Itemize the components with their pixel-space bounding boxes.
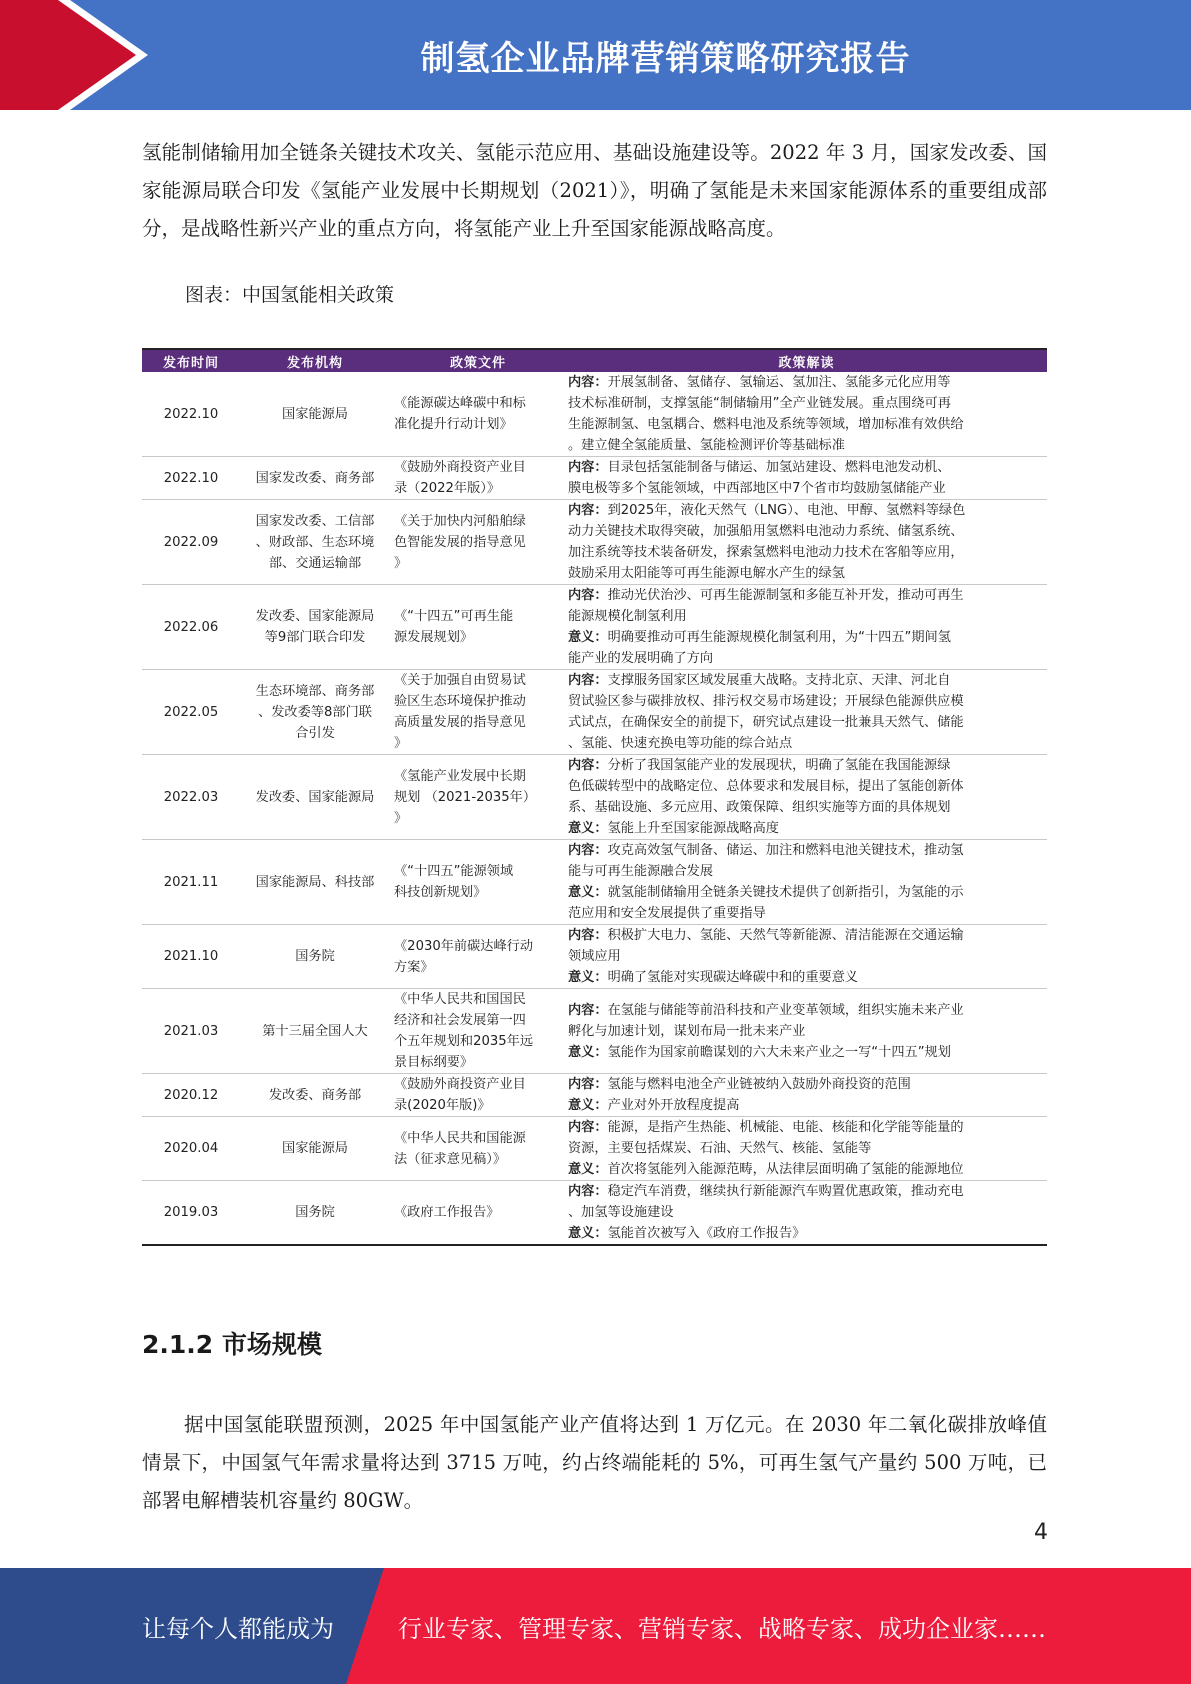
document-line: 个五年规划和2035年远 <box>394 1034 534 1049</box>
interpretation-text: 氢能首次被写入《政府工作报告》 <box>607 1226 806 1241</box>
interpretation-line <box>568 500 1045 521</box>
policy-table-body <box>142 372 1047 1245</box>
interpretation-text: 稳定汽车消费，继续执行新能源汽车购置优惠政策，推动充电 <box>607 1184 964 1199</box>
interpretation-text: 开展氢制备、氢储存、氢输运、氢加注、氢能多元化应用等 <box>607 375 951 390</box>
interpretation-text: 技术标准研制，支撑氢能“制储输用”全产业链发展。重点围绕可再 <box>568 396 951 411</box>
table-row <box>142 1074 1047 1117</box>
interpretation-label: 意义： <box>568 1098 608 1113</box>
interpretation-label: 内容： <box>568 673 608 688</box>
cell-interpretation <box>566 457 1047 500</box>
table-row <box>142 500 1047 585</box>
interpretation-line <box>568 1181 1045 1202</box>
interpretation-text: 贸试验区参与碳排放权、排污权交易市场建设；开展绿色能源供应模 <box>568 694 964 709</box>
interpretation-text: 能源，是指产生热能、机械能、电能、核能和化学能等能量的 <box>607 1120 964 1135</box>
org-line: 国务院 <box>295 949 335 964</box>
interpretation-text: 膜电极等多个氢能领域，中西部地区中7个省市均鼓励氢储能产业 <box>568 481 946 496</box>
interpretation-text: 范应用和安全发展提供了重要指导 <box>568 906 766 921</box>
section-heading: 2.1.2 市场规模 <box>142 1330 322 1359</box>
interpretation-text: 到2025年，液化天然气（LNG）、电池、甲醇、氢燃料等绿色 <box>607 503 966 518</box>
interpretation-label: 内容： <box>568 460 608 475</box>
document-line: 景目标纲要》 <box>394 1055 474 1070</box>
interpretation-line <box>568 1021 1045 1042</box>
interpretation-label: 意义： <box>568 1162 608 1177</box>
footer-slogan-right: 行业专家、管理专家、营销专家、战略专家、成功企业家…… <box>398 1614 1046 1643</box>
table-row <box>142 585 1047 670</box>
document-line: 《鼓励外商投资产业目 <box>394 460 526 475</box>
table-row <box>142 372 1047 457</box>
table-row <box>142 1117 1047 1181</box>
interpretation-line <box>568 670 1045 691</box>
org-line: 部、交通运输部 <box>268 555 362 571</box>
interpretation-label: 内容： <box>568 1184 608 1199</box>
interpretation-text: 能源规模化制氢利用 <box>568 609 687 624</box>
cell-organization <box>240 755 390 840</box>
interpretation-label: 内容： <box>568 758 608 773</box>
document-line: 《“十四五”能源领域 <box>394 864 514 879</box>
cell-policy-document <box>390 670 566 755</box>
interpretation-line <box>568 1000 1045 1021</box>
document-line: 《2030年前碳达峰行动 <box>394 938 534 954</box>
interpretation-line <box>568 797 1045 818</box>
interpretation-label: 意义： <box>568 1226 608 1241</box>
interpretation-line <box>568 776 1045 797</box>
interpretation-line <box>568 967 1045 988</box>
document-line: 《“十四五”可再生能 <box>394 609 514 624</box>
org-line: 国家发改委、工信部 <box>255 513 375 529</box>
market-size-paragraph: 据中国氢能联盟预测，2025 年中国氢能产业产值将达到 1 万亿元。在 2030 年二氧化碳排放峰值情景下，中国氢气年需求量将达到 3715 万吨，约占终端能耗的 5%，可再生氢气产量约 500 万吨，已部署电解槽装机容量约 80GW。 <box>142 1413 1047 1512</box>
interpretation-text: 在氢能与储能等前沿科技和产业变革领域，组织实施未来产业 <box>607 1002 964 1018</box>
table-row <box>142 457 1047 500</box>
document-line: 色智能发展的指导意见 <box>394 534 526 550</box>
interpretation-line <box>568 542 1045 563</box>
page-footer <box>0 1568 1191 1684</box>
interpretation-text: 就氢能制储输用全链条关键技术提供了创新指引，为氢能的示 <box>607 885 964 900</box>
interpretation-label: 内容： <box>568 928 608 943</box>
interpretation-line <box>568 882 1045 903</box>
interpretation-label: 内容： <box>568 588 608 603</box>
cell-date: 2022.06 <box>142 585 240 670</box>
cell-policy-document <box>390 1074 566 1117</box>
column-header-interpretation: 政策解读 <box>566 349 1047 372</box>
document-line: 源发展规划》 <box>394 630 474 645</box>
interpretation-text: 产业对外开放程度提高 <box>607 1098 740 1113</box>
document-line: 方案》 <box>394 959 434 975</box>
cell-interpretation <box>566 755 1047 840</box>
header-chevron-decoration <box>0 0 160 110</box>
footer-slogan-left: 让每个人都能成为 <box>142 1614 334 1643</box>
interpretation-label: 内容： <box>568 843 608 858</box>
table-row <box>142 670 1047 755</box>
interpretation-text: 。建立健全氢能质量、氢能检测评价等基础标准 <box>568 438 845 453</box>
interpretation-line <box>568 840 1045 861</box>
cell-interpretation <box>566 500 1047 585</box>
interpretation-line <box>568 1095 1045 1116</box>
cell-interpretation <box>566 1181 1047 1246</box>
interpretation-line <box>568 1074 1045 1095</box>
document-line: 法（征求意见稿）》 <box>394 1151 507 1167</box>
cell-policy-document <box>390 1117 566 1181</box>
interpretation-text: 鼓励采用太阳能等可再生能源电解水产生的绿氢 <box>568 566 845 581</box>
interpretation-label: 意义： <box>568 821 608 836</box>
interpretation-text: 、氢能、快速充换电等功能的综合站点 <box>568 736 793 751</box>
table-row <box>142 1181 1047 1246</box>
cell-policy-document <box>390 457 566 500</box>
interpretation-line <box>568 1138 1045 1159</box>
policy-table <box>142 348 1047 1246</box>
org-line: 国家能源局、科技部 <box>255 874 375 890</box>
interpretation-text: 分析了我国氢能产业的发展现状，明确了氢能在我国能源绿 <box>607 758 951 773</box>
document-line: 《关于加强自由贸易试 <box>394 673 526 688</box>
document-line: 录（2022年版）》 <box>394 481 501 496</box>
cell-organization <box>240 1074 390 1117</box>
interpretation-text: 色低碳转型中的战略定位、总体要求和发展目标，提出了氢能创新体 <box>568 779 964 794</box>
cell-date: 2022.10 <box>142 372 240 457</box>
cell-interpretation <box>566 372 1047 457</box>
document-line: 《关于加快内河船舶绿 <box>394 513 526 529</box>
interpretation-text: 推动光伏治沙、可再生能源制氢和多能互补开发，推动可再生 <box>607 588 964 603</box>
interpretation-text: 系、基础设施、多元应用、政策保障、组织实施等方面的具体规划 <box>568 800 951 815</box>
interpretation-text: 能产业的发展明确了方向 <box>568 651 714 666</box>
cell-organization <box>240 585 390 670</box>
cell-date: 2019.03 <box>142 1181 240 1246</box>
document-line: 》 <box>394 810 408 826</box>
cell-date: 2021.10 <box>142 925 240 989</box>
cell-interpretation <box>566 1117 1047 1181</box>
interpretation-text: 式试点，在确保安全的前提下，研究试点建设一批兼具天然气、储能 <box>568 715 964 730</box>
cell-policy-document <box>390 989 566 1074</box>
interpretation-line <box>568 372 1045 393</box>
cell-policy-document <box>390 585 566 670</box>
org-line: 国家能源局 <box>282 406 348 422</box>
interpretation-line <box>568 903 1045 924</box>
interpretation-line <box>568 818 1045 839</box>
cell-organization <box>240 1181 390 1246</box>
interpretation-text: 、加氢等设施建设 <box>568 1205 674 1220</box>
interpretation-line <box>568 755 1045 776</box>
interpretation-text: 支撑服务国家区域发展重大战略。支持北京、天津、河北自 <box>607 673 951 688</box>
cell-date: 2022.05 <box>142 670 240 755</box>
interpretation-label: 意义： <box>568 885 608 900</box>
interpretation-text: 生能源制氢、电氢耦合、燃料电池及系统等领域，增加标准有效供给 <box>568 417 964 432</box>
intro-paragraph: 氢能制储输用加全链条关键技术攻关、氢能示范应用、基础设施建设等。2022 年 3 月，国家发改委、国家能源局联合印发《氢能产业发展中长期规划（2021）》，明确了氢能是未来国家能源体系的重要组成部分，是战略性新兴产业的重点方向，将氢能产业上升至国家能源战略高度。 <box>142 141 1047 240</box>
interpretation-line <box>568 1223 1045 1244</box>
interpretation-label: 内容： <box>568 375 608 390</box>
cell-organization <box>240 500 390 585</box>
org-line: 等9部门联合印发 <box>264 630 366 645</box>
document-line: 科技创新规划》 <box>394 885 487 900</box>
cell-interpretation <box>566 670 1047 755</box>
interpretation-text: 攻克高效氢气制备、储运、加注和燃料电池关键技术，推动氢 <box>607 843 964 858</box>
table-header-row <box>142 349 1047 372</box>
cell-interpretation <box>566 925 1047 989</box>
interpretation-text: 领域应用 <box>568 949 621 964</box>
cell-policy-document <box>390 372 566 457</box>
interpretation-text: 目录包括氢能制备与储运、加氢站建设、燃料电池发动机、 <box>607 460 951 475</box>
interpretation-text: 氢能与燃料电池全产业链被纳入鼓励外商投资的范围 <box>607 1077 911 1092</box>
cell-interpretation <box>566 585 1047 670</box>
org-line: 发改委、商务部 <box>268 1087 362 1103</box>
interpretation-label: 意义： <box>568 970 608 985</box>
interpretation-line <box>568 393 1045 414</box>
org-line: 第十三届全国人大 <box>262 1023 368 1039</box>
document-line: 规划 （2021-2035年） <box>394 789 537 805</box>
report-title: 制氢企业品牌营销策略研究报告 <box>420 38 911 79</box>
interpretation-label: 意义： <box>568 1044 608 1060</box>
interpretation-line <box>568 414 1045 435</box>
document-line: 》 <box>394 555 408 571</box>
cell-date: 2020.12 <box>142 1074 240 1117</box>
interpretation-line <box>568 733 1045 754</box>
document-line: 经济和社会发展第一四 <box>394 1013 526 1028</box>
cell-organization <box>240 372 390 457</box>
org-line: 生态环境部、商务部 <box>255 683 375 699</box>
cell-date: 2022.10 <box>142 457 240 500</box>
interpretation-text: 积极扩大电力、氢能、天然气等新能源、清洁能源在交通运输 <box>607 928 964 943</box>
interpretation-line <box>568 861 1045 882</box>
page-header <box>0 0 1191 110</box>
interpretation-line <box>568 691 1045 712</box>
interpretation-line <box>568 585 1045 606</box>
table-row <box>142 925 1047 989</box>
org-line: 发改委、国家能源局 <box>255 789 375 805</box>
org-line: 、财政部、生态环境 <box>255 534 375 550</box>
interpretation-label: 内容： <box>568 1120 608 1135</box>
interpretation-line <box>568 946 1045 967</box>
cell-policy-document <box>390 925 566 989</box>
document-line: 《政府工作报告》 <box>394 1205 500 1220</box>
page-number: 4 <box>1034 1520 1048 1545</box>
document-line: 高质量发展的指导意见 <box>394 715 526 730</box>
figure-caption: 图表：中国氢能相关政策 <box>185 284 395 306</box>
interpretation-text: 氢能上升至国家能源战略高度 <box>607 821 779 836</box>
document-line: 》 <box>394 736 408 751</box>
org-line: 发改委、国家能源局 <box>255 609 375 624</box>
document-line: 《中华人民共和国能源 <box>394 1130 526 1146</box>
interpretation-line <box>568 521 1045 542</box>
org-line: 国家发改委、商务部 <box>255 470 375 486</box>
interpretation-line <box>568 1042 1045 1063</box>
table-row <box>142 840 1047 925</box>
cell-policy-document <box>390 500 566 585</box>
interpretation-label: 内容： <box>568 1077 608 1092</box>
cell-date: 2021.03 <box>142 989 240 1074</box>
cell-date: 2021.11 <box>142 840 240 925</box>
document-line: 《能源碳达峰碳中和标 <box>394 396 526 411</box>
cell-policy-document <box>390 755 566 840</box>
document-line: 验区生态环境保护推动 <box>394 694 526 709</box>
table-row <box>142 989 1047 1074</box>
document-line: 《中华人民共和国国民 <box>394 992 526 1007</box>
interpretation-text: 首次将氢能列入能源范畴，从法律层面明确了氢能的能源地位 <box>607 1162 964 1177</box>
interpretation-text: 动力关键技术取得突破，加强船用氢燃料电池动力系统、储氢系统、 <box>568 524 964 539</box>
org-line: 、发改委等8部门联 <box>258 704 372 720</box>
interpretation-line <box>568 1159 1045 1180</box>
interpretation-text: 氢能作为国家前瞻谋划的六大未来产业之一写“十四五”规划 <box>607 1044 951 1060</box>
cell-policy-document <box>390 840 566 925</box>
interpretation-line <box>568 627 1045 648</box>
interpretation-label: 意义： <box>568 630 608 645</box>
cell-organization <box>240 925 390 989</box>
cell-date: 2022.09 <box>142 500 240 585</box>
org-line: 国家能源局 <box>282 1141 348 1156</box>
interpretation-line <box>568 478 1045 499</box>
cell-date: 2022.03 <box>142 755 240 840</box>
cell-organization <box>240 457 390 500</box>
interpretation-text: 资源，主要包括煤炭、石油、天然气、核能、氢能等 <box>568 1141 872 1156</box>
cell-interpretation <box>566 989 1047 1074</box>
cell-interpretation <box>566 840 1047 925</box>
interpretation-line <box>568 925 1045 946</box>
interpretation-line <box>568 606 1045 627</box>
document-line: 准化提升行动计划》 <box>394 417 513 432</box>
interpretation-text: 能与可再生能源融合发展 <box>568 864 714 879</box>
interpretation-line <box>568 1117 1045 1138</box>
document-line: 《氢能产业发展中长期 <box>394 768 526 784</box>
document-line: 《鼓励外商投资产业目 <box>394 1077 526 1092</box>
interpretation-line <box>568 435 1045 456</box>
table-row <box>142 755 1047 840</box>
interpretation-text: 明确了氢能对实现碳达峰碳中和的重要意义 <box>607 970 859 985</box>
interpretation-line <box>568 1202 1045 1223</box>
cell-organization <box>240 670 390 755</box>
interpretation-text: 明确要推动可再生能源规模化制氢利用，为“十四五”期间氢 <box>607 630 951 645</box>
column-header-org: 发布机构 <box>240 349 390 372</box>
interpretation-line <box>568 457 1045 478</box>
cell-policy-document <box>390 1181 566 1246</box>
cell-organization <box>240 1117 390 1181</box>
interpretation-text: 孵化与加速计划，谋划布局一批未来产业 <box>568 1023 806 1039</box>
document-line: 录(2020年版)》 <box>394 1098 491 1113</box>
column-header-document: 政策文件 <box>390 349 566 372</box>
cell-organization <box>240 989 390 1074</box>
org-line: 合引发 <box>295 725 335 741</box>
cell-date: 2020.04 <box>142 1117 240 1181</box>
interpretation-label: 内容： <box>568 503 608 518</box>
cell-organization <box>240 840 390 925</box>
interpretation-line <box>568 712 1045 733</box>
interpretation-label: 内容： <box>568 1002 608 1018</box>
org-line: 国务院 <box>295 1205 335 1220</box>
interpretation-line <box>568 648 1045 669</box>
column-header-date: 发布时间 <box>142 349 240 372</box>
interpretation-line <box>568 563 1045 584</box>
interpretation-text: 加注系统等技术装备研发，探索氢燃料电池动力技术在客船等应用， <box>568 545 964 560</box>
cell-interpretation <box>566 1074 1047 1117</box>
